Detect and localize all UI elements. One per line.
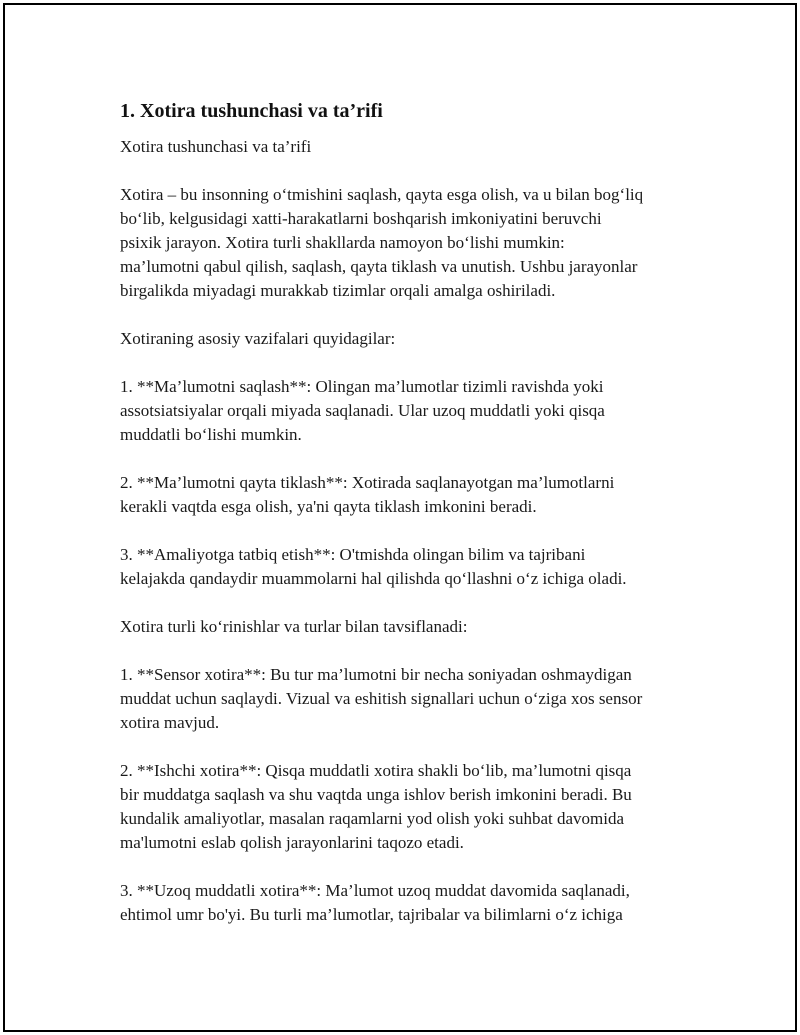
definition-paragraph: Xotira – bu insonning o‘tmishini saqlash, qayta esga olish, va u bilan bog‘liq bo‘lib, kelgusidagi xatti-harakatlarni boshqarish imkoniyatini beruvchi psixik jarayon. Xotira turli shakllarda namoyon bo‘lishi mumkin: ma’lumotni qabul qilish, saqlash, qayta tiklash va unutish. Ushbu jarayonlar birgalikda miyadagi murakkab tizimlar orqali amalga oshiriladi. (120, 185, 644, 300)
section-heading: 1. Xotira tushunchasi va ta’rifi (120, 100, 383, 122)
type-item-1: 1. **Sensor xotira**: Bu tur ma’lumotni bir necha soniyadan oshmaydigan muddat uchun saqlaydi. Vizual va eshitish signallari uchun o‘ziga xos sensor xotira mavjud. (120, 665, 643, 732)
type-item-2: 2. **Ishchi xotira**: Qisqa muddatli xotira shakli bo‘lib, ma’lumotni qisqa bir muddatga saqlash va shu vaqtda unga ishlov berish imkonini beradi. Bu kundalik amaliyotlar, masalan raqamlarni yod olish yoki suhbat davomida ma'lumotni eslab qolish jarayonlarini taqozo etadi. (120, 761, 632, 852)
functions-intro-paragraph: Xotiraning asosiy vazifalari quyidagilar: (120, 329, 396, 348)
function-item-3: 3. **Amaliyotga tatbiq etish**: O'tmishda olingan bilim va tajribani kelajakda qandaydir muammolarni hal qilishda qo‘llashni o‘z ichiga oladi. (120, 545, 627, 588)
function-item-1: 1. **Ma’lumotni saqlash**: Olingan ma’lumotlar tizimli ravishda yoki assotsiatsiyalar orqali miyada saqlanadi. Ular uzoq muddatli yoki qisqa muddatli bo‘lishi mumkin. (120, 377, 605, 444)
type-item-3: 3. **Uzoq muddatli xotira**: Ma’lumot uzoq muddat davomida saqlanadi, ehtimol umr bo'yi. Bu turli ma’lumotlar, tajribalar va bilimlarni o‘z ichiga (120, 881, 630, 924)
types-intro-paragraph: Xotira turli ko‘rinishlar va turlar bilan tavsiflanadi: (120, 617, 468, 636)
document-body (120, 97, 700, 951)
subtitle-paragraph: Xotira tushunchasi va ta’rifi (120, 137, 312, 156)
function-item-2: 2. **Ma’lumotni qayta tiklash**: Xotirada saqlanayotgan ma’lumotlarni kerakli vaqtda esga olish, ya'ni qayta tiklash imkonini beradi. (120, 473, 615, 516)
document-page (3, 3, 797, 1032)
